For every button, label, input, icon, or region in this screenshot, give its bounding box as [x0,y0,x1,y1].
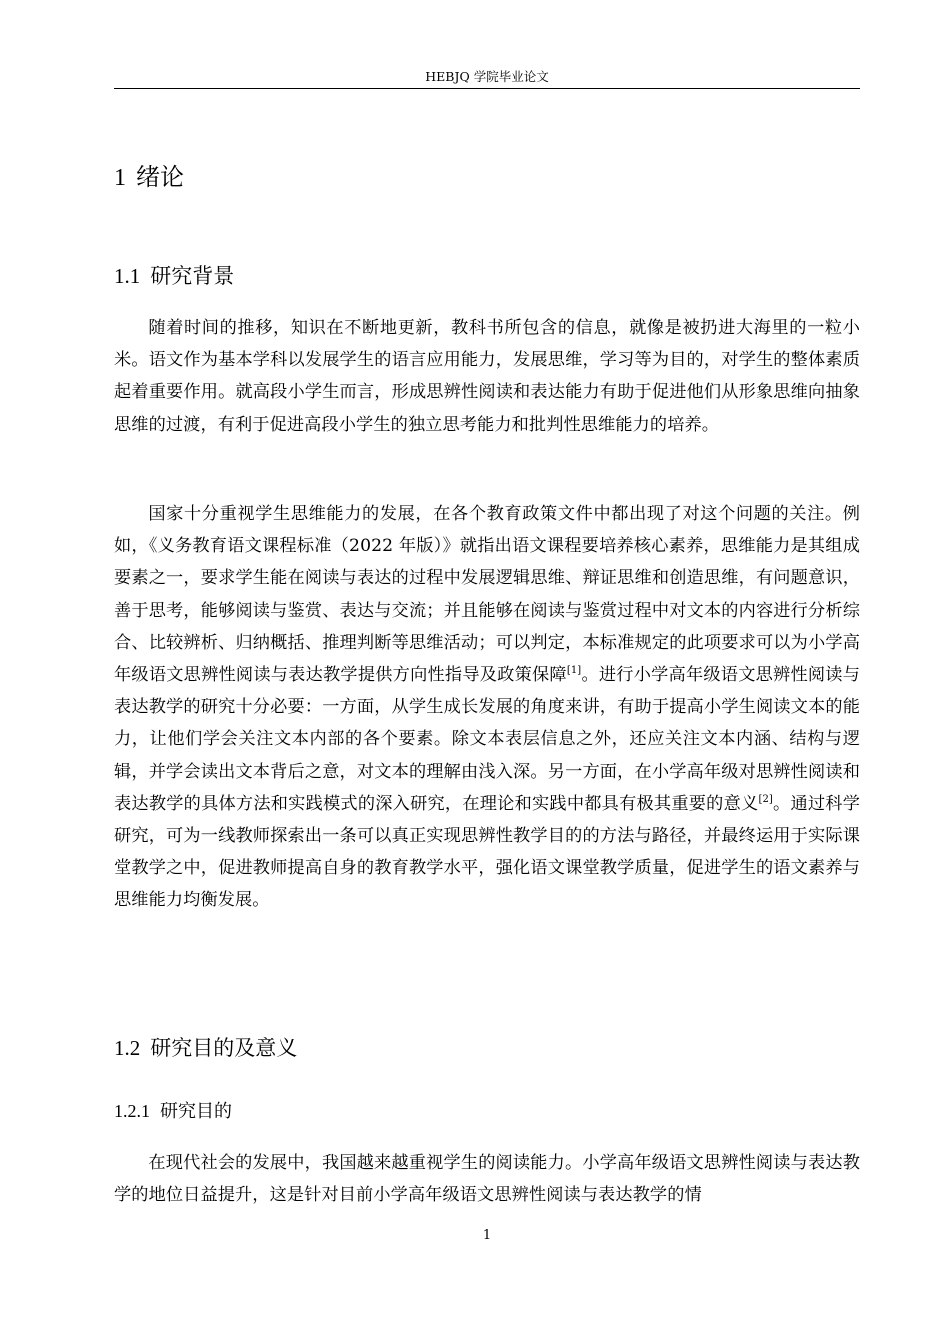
background-paragraph-2 [114,498,860,917]
page-number: 1 [482,1228,492,1243]
chapter-title: 绪论 [136,163,184,191]
background-paragraph-1: 随着时间的推移，知识在不断地更新，教科书所包含的信息，就像是被扔进大海里的一粒小米。语文作为基本学科以发展学生的语言应用能力，发展思维，学习等为目的，对学生的整体素质起着重要作用。就高段小学生而言，形成思辨性阅读和表达能力有助于促进他们从形象思维向抽象思维的过渡，有利于促进高段小学生的独立思考能力和批判性思维能力的培养。 [114,318,860,435]
header-rule [114,88,860,89]
subsection-number: 1.2.1 [114,1101,150,1121]
citation-ref: [1] [566,665,582,677]
paragraph-text: 国家十分重视学生思维能力的发展，在各个教育政策文件中都出现了对这个问题的关注。例如，《义务教育语文课程标准（2022 年版）》就指出语文课程要培养核心素养，思维能力是其组成要素之一，要求学生能在阅读与表达的过程中发展逻辑思维、辩证思维和创造思维，有问题意识，善于思考，能够阅读与鉴赏、表达与交流；并且能够在阅读与鉴赏过程中对文本的内容进行分析综合、比较辨析、归纳概括、推理判断等思维活动；可以判定，本标准规定的此项要求可以为小学高年级语文思辨性阅读与表达教学提供方向性指导及政策保障 [114,504,860,686]
section-heading-1-1 [114,260,234,292]
section-number: 1.1 [114,264,141,288]
purpose-paragraph-1: 在现代社会的发展中，我国越来越重视学生的阅读能力。小学高年级语文思辨性阅读与表达教学的地位日益提升，这是针对目前小学高年级语文思辨性阅读与表达教学的情 [114,1153,860,1206]
section-number: 1.2 [114,1036,141,1060]
chapter-heading [114,159,184,196]
chapter-number: 1 [114,165,126,191]
citation-ref: [2] [758,793,773,805]
subsection-title: 研究目的 [160,1101,232,1122]
running-header: HEBJQ 学院毕业论文 [425,69,549,84]
paragraph-text: 。进行小学高年级语文思辨性阅读与表达教学的研究十分必要：一方面，从学生成长发展的角度来讲，有助于提高小学生阅读文本的能力，让他们学会关注文本内部的各个要素。除文本表层信息之外，还应关注文本内涵、结构与逻辑，并学会读出文本背后之意，对文本的理解由浅入深。另一方面，在小学高年级对思辨性阅读和表达教学的具体方法和实践模式的深入研究，在理论和实践中都具有极其重要的意义 [114,665,860,814]
section-heading-1-2 [114,1032,297,1064]
subsection-heading-1-2-1 [114,1097,232,1126]
section-title: 研究背景 [150,264,235,288]
paragraph-text: 。通过科学研究，可为一线教师探索出一条可以真正实现思辨性教学目的的方法与路径，并最终运用于实际课堂教学之中，促进教师提高自身的教育教学水平，强化语文课堂教学质量，促进学生的语文素养与思维能力均衡发展。 [114,793,860,911]
section-title: 研究目的及意义 [150,1036,298,1060]
